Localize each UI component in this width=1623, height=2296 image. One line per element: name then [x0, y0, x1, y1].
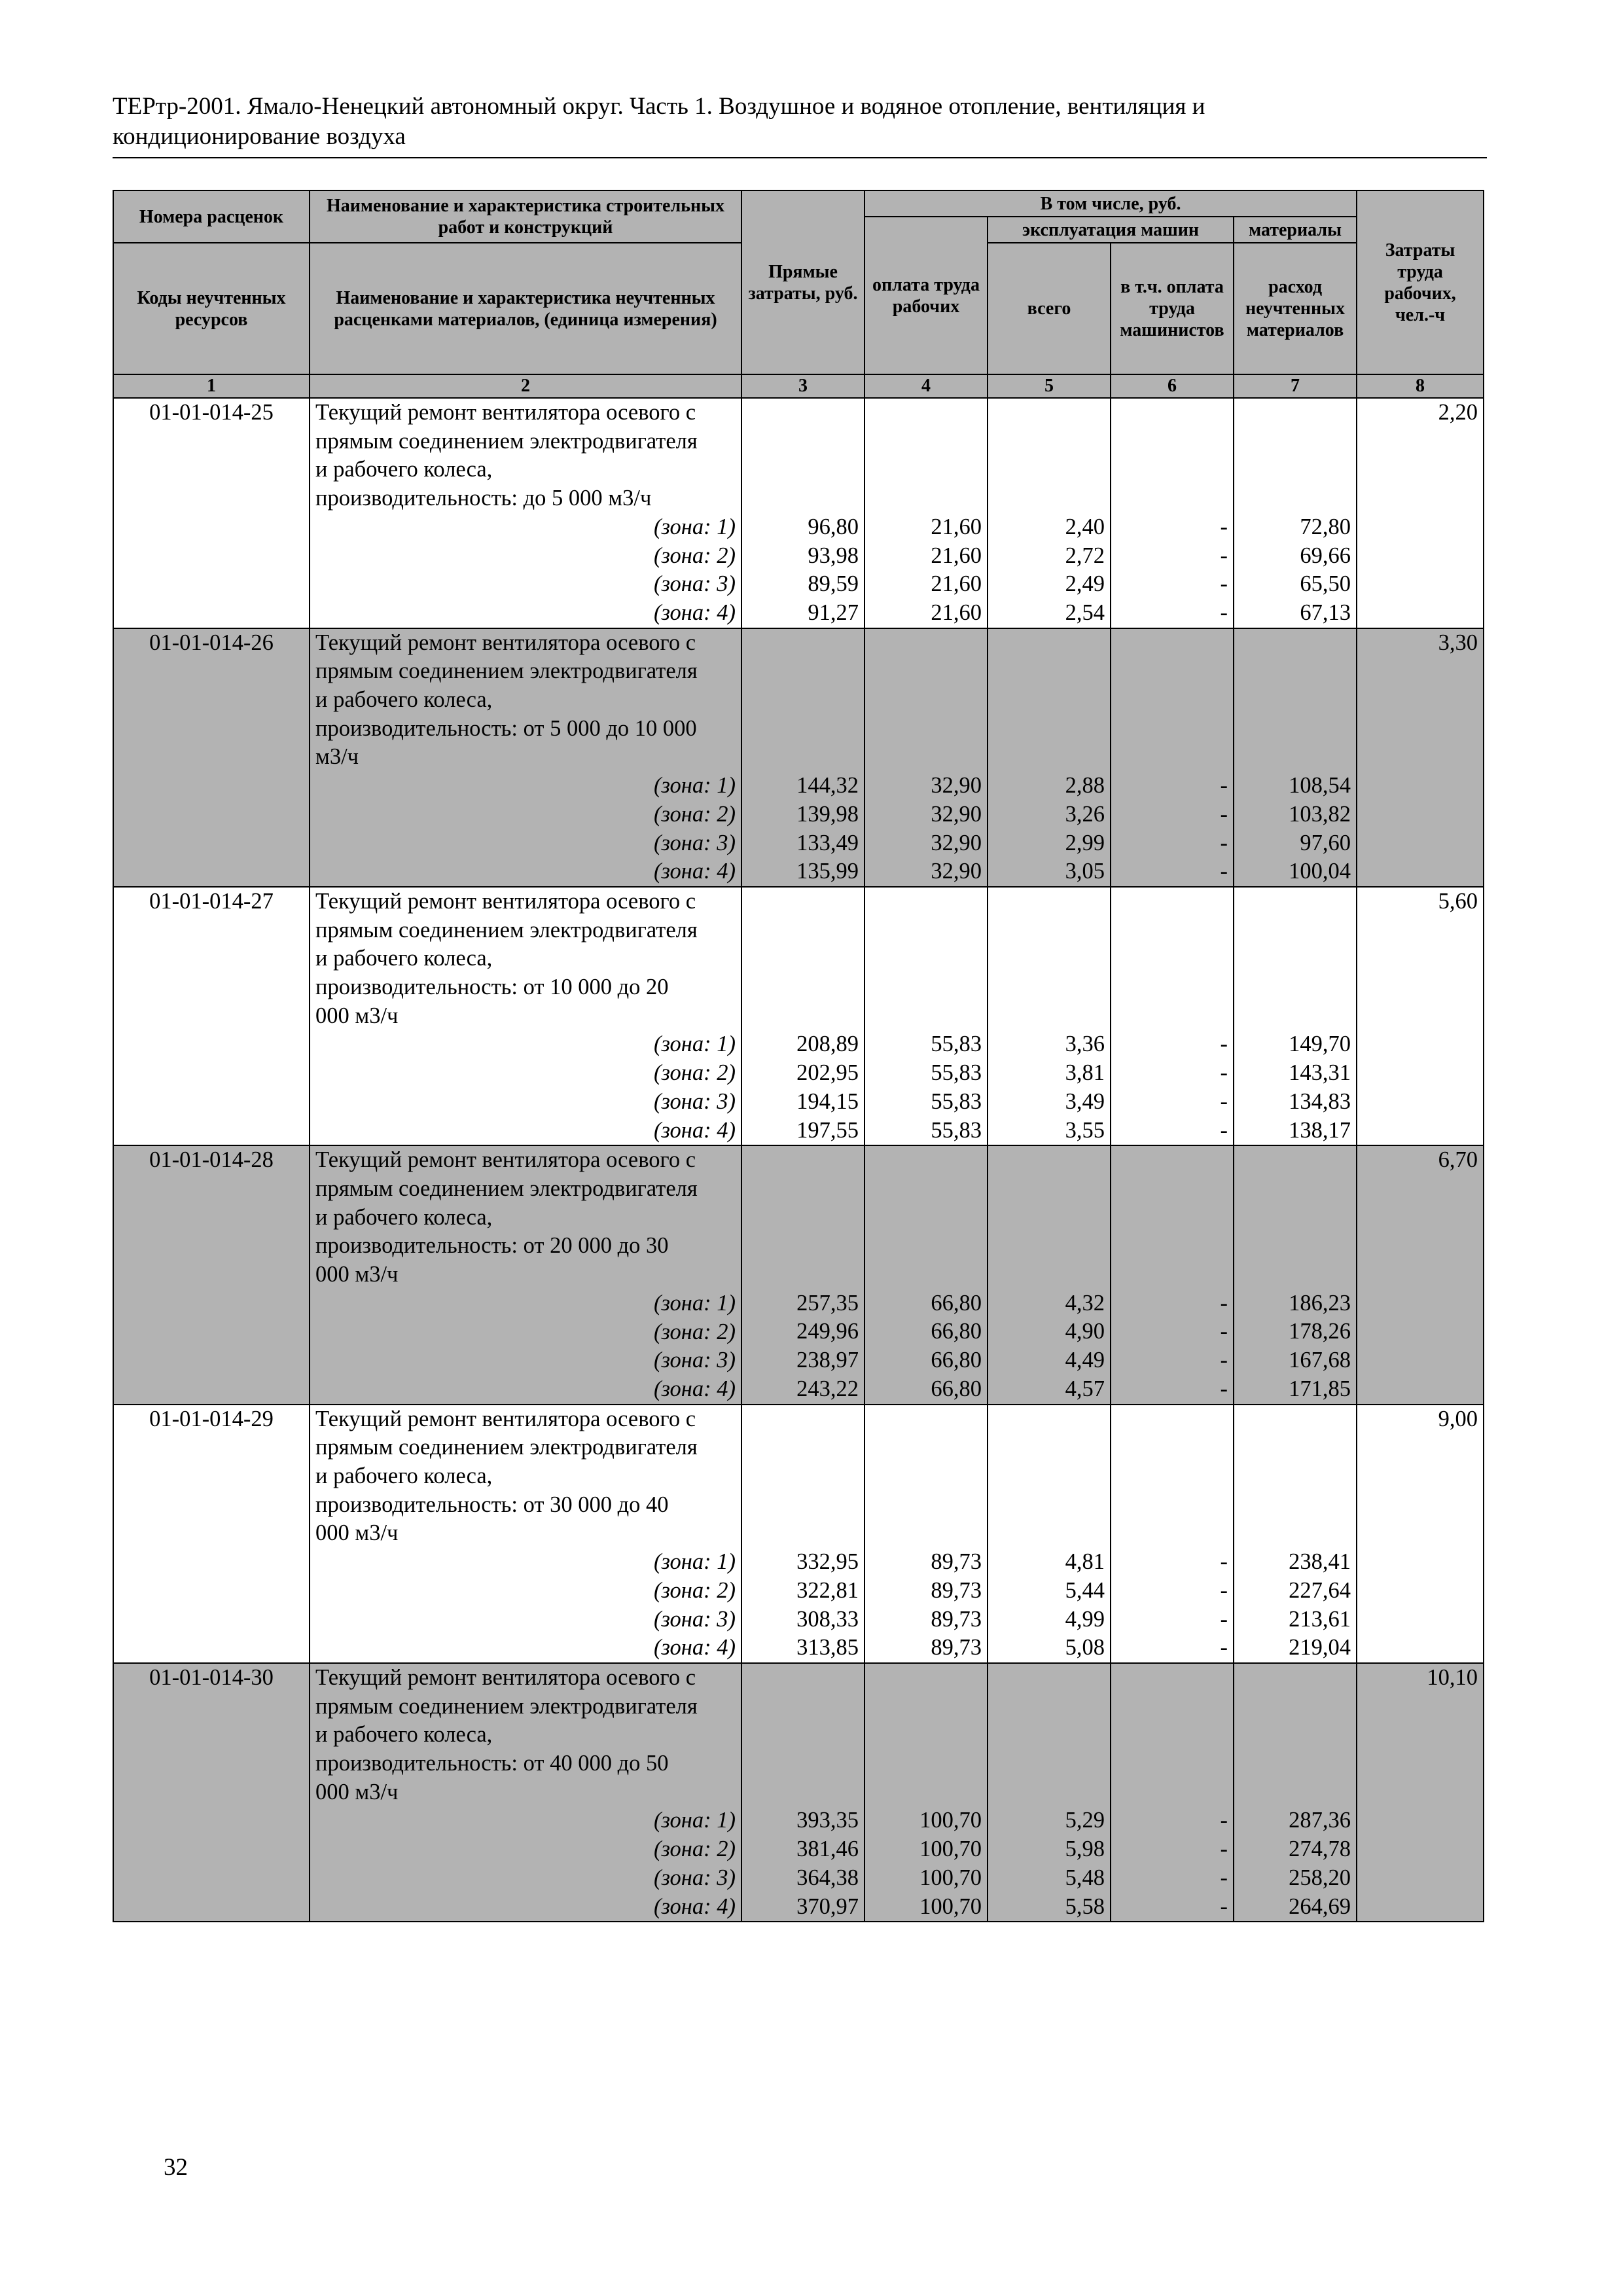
zone-label: (зона: 2) [654, 1577, 736, 1603]
rate-description [310, 1405, 741, 1663]
wages-value: 32,90 [931, 773, 982, 798]
value-wages [865, 1405, 988, 1663]
description-line: Текущий ремонт вентилятора осевого с [315, 888, 696, 914]
description-line: производительность: от 30 000 до 40 [315, 1492, 669, 1517]
zone-label: (зона: 2) [654, 543, 736, 568]
description-line: производительность: до 5 000 м3/ч [315, 486, 652, 511]
col-number: 1 [113, 374, 310, 398]
direct-value: 370,97 [796, 1893, 859, 1919]
materials-value: 171,85 [1289, 1376, 1351, 1401]
zone-label: (зона: 4) [654, 1635, 736, 1660]
value-direct [741, 1405, 865, 1663]
col-number: 4 [865, 374, 988, 398]
description-line: прямым соединением электродвигателя [315, 1693, 698, 1719]
machinists-value: - [1220, 1865, 1228, 1890]
zone-label: (зона: 1) [654, 1808, 736, 1833]
zone-label: (зона: 1) [654, 1031, 736, 1057]
value-machinists [1111, 1405, 1234, 1663]
value-direct [741, 398, 865, 628]
materials-value: 149,70 [1289, 1031, 1351, 1057]
description-line: 000 м3/ч [315, 1520, 399, 1546]
labor-value: 10,10 [1357, 1663, 1484, 1922]
value-machinists [1111, 887, 1234, 1145]
zone-label: (зона: 1) [654, 773, 736, 798]
col-header-unaccounted-materials: расход неучтенных материалов [1234, 243, 1357, 374]
wages-value: 32,90 [931, 801, 982, 827]
rate-row [113, 1145, 1484, 1404]
col-header-machine-op: эксплуатация машин [988, 217, 1234, 243]
rate-description [310, 398, 741, 628]
description-line: Текущий ремонт вентилятора осевого с [315, 400, 696, 425]
materials-value: 65,50 [1300, 571, 1351, 597]
machines-value: 3,49 [1065, 1088, 1105, 1114]
zone-label: (зона: 3) [654, 1088, 736, 1114]
machinists-value: - [1220, 1376, 1228, 1401]
zone-label: (зона: 4) [654, 600, 736, 625]
machines-value: 3,55 [1065, 1117, 1105, 1143]
rate-code: 01-01-014-30 [113, 1663, 310, 1922]
zone-label: (зона: 3) [654, 571, 736, 597]
description-line: Текущий ремонт вентилятора осевого с [315, 630, 696, 655]
col-number: 7 [1234, 374, 1357, 398]
machines-value: 2,54 [1065, 600, 1105, 625]
wages-value: 100,70 [919, 1837, 982, 1862]
rate-description [310, 1663, 741, 1922]
machinists-value: - [1220, 830, 1228, 855]
rate-row [113, 887, 1484, 1145]
machines-value: 4,32 [1065, 1290, 1105, 1316]
rate-code: 01-01-014-26 [113, 628, 310, 887]
header-divider [113, 157, 1487, 158]
direct-value: 89,59 [808, 571, 859, 597]
col-header-name-works: Наименование и характеристика строительных работ и конструкций [310, 190, 741, 243]
value-machinists [1111, 628, 1234, 887]
value-direct [741, 1145, 865, 1404]
wages-value: 100,70 [919, 1808, 982, 1833]
machinists-value: - [1220, 1808, 1228, 1833]
col-header-materials: материалы [1234, 217, 1357, 243]
direct-value: 364,38 [796, 1865, 859, 1890]
col-header-direct-costs: Прямые затраты, руб. [741, 190, 865, 374]
direct-value: 135,99 [796, 859, 859, 884]
rate-description [310, 1145, 741, 1404]
machinists-value: - [1220, 543, 1228, 568]
direct-value: 194,15 [796, 1088, 859, 1114]
col-number: 8 [1357, 374, 1484, 398]
machines-value: 2,72 [1065, 543, 1105, 568]
description-line: 000 м3/ч [315, 1003, 399, 1028]
col-number: 2 [310, 374, 741, 398]
wages-value: 21,60 [931, 571, 982, 597]
description-line: производительность: от 20 000 до 30 [315, 1233, 669, 1259]
col-number: 5 [988, 374, 1111, 398]
labor-value: 5,60 [1357, 887, 1484, 1145]
direct-value: 332,95 [796, 1549, 859, 1575]
col-header-total: всего [988, 243, 1111, 374]
machinists-value: - [1220, 1348, 1228, 1373]
description-line: прямым соединением электродвигателя [315, 917, 698, 942]
wages-value: 89,73 [931, 1549, 982, 1575]
wages-value: 89,73 [931, 1606, 982, 1632]
materials-value: 138,17 [1289, 1117, 1351, 1143]
zone-label: (зона: 4) [654, 859, 736, 884]
page-number: 32 [164, 2154, 188, 2181]
col-header-incl-wages: в т.ч. оплата труда машинистов [1111, 243, 1234, 374]
materials-value: 143,31 [1289, 1060, 1351, 1086]
zone-label: (зона: 1) [654, 514, 736, 539]
machines-value: 5,48 [1065, 1865, 1105, 1890]
value-direct [741, 1663, 865, 1922]
machines-value: 3,36 [1065, 1031, 1105, 1057]
materials-value: 219,04 [1289, 1635, 1351, 1660]
machines-value: 4,81 [1065, 1549, 1105, 1575]
direct-value: 393,35 [796, 1808, 859, 1833]
materials-value: 97,60 [1300, 830, 1351, 855]
rate-row [113, 1405, 1484, 1663]
machines-value: 5,44 [1065, 1577, 1105, 1603]
value-machines [988, 628, 1111, 887]
wages-value: 21,60 [931, 600, 982, 625]
materials-value: 274,78 [1289, 1837, 1351, 1862]
value-wages [865, 398, 988, 628]
rates-table [113, 190, 1484, 1922]
machines-value: 2,88 [1065, 773, 1105, 798]
machines-value: 2,49 [1065, 571, 1105, 597]
materials-value: 72,80 [1300, 514, 1351, 539]
labor-value: 3,30 [1357, 628, 1484, 887]
wages-value: 100,70 [919, 1893, 982, 1919]
rate-row [113, 628, 1484, 887]
rates-body [113, 398, 1484, 1922]
value-machines [988, 887, 1111, 1145]
machinists-value: - [1220, 1060, 1228, 1086]
wages-value: 21,60 [931, 514, 982, 539]
machinists-value: - [1220, 1577, 1228, 1603]
machines-value: 5,98 [1065, 1837, 1105, 1862]
value-wages [865, 887, 988, 1145]
direct-value: 197,55 [796, 1117, 859, 1143]
direct-value: 308,33 [796, 1606, 859, 1632]
col-header-labor: Затраты труда рабочих, чел.-ч [1357, 190, 1484, 374]
materials-value: 134,83 [1289, 1088, 1351, 1114]
description-line: и рабочего колеса, [315, 457, 493, 482]
machines-value: 2,99 [1065, 830, 1105, 855]
header-line-1: ТЕРтр-2001. Ямало-Ненецкий автономный округ. Часть 1. Воздушное и водяное отопление, вентиляция и [113, 93, 1205, 120]
zone-label: (зона: 2) [654, 1837, 736, 1862]
zone-label: (зона: 1) [654, 1549, 736, 1575]
wages-value: 66,80 [931, 1319, 982, 1344]
machines-value: 4,99 [1065, 1606, 1105, 1632]
value-wages [865, 628, 988, 887]
machinists-value: - [1220, 1837, 1228, 1862]
rate-code: 01-01-014-27 [113, 887, 310, 1145]
machines-value: 4,49 [1065, 1348, 1105, 1373]
materials-value: 238,41 [1289, 1549, 1351, 1575]
wages-value: 55,83 [931, 1117, 982, 1143]
description-line: 000 м3/ч [315, 1262, 399, 1287]
materials-value: 108,54 [1289, 773, 1351, 798]
materials-value: 178,26 [1289, 1319, 1351, 1344]
value-materials [1234, 398, 1357, 628]
machinists-value: - [1220, 600, 1228, 625]
description-line: и рабочего колеса, [315, 687, 493, 713]
col-header-wages: оплата труда рабочих [865, 217, 988, 374]
machines-value: 5,58 [1065, 1893, 1105, 1919]
zone-label: (зона: 2) [654, 1060, 736, 1086]
description-line: производительность: от 5 000 до 10 000 [315, 715, 697, 741]
wages-value: 89,73 [931, 1635, 982, 1660]
wages-value: 66,80 [931, 1376, 982, 1401]
value-materials [1234, 628, 1357, 887]
description-line: Текущий ремонт вентилятора осевого с [315, 1406, 696, 1431]
direct-value: 133,49 [796, 830, 859, 855]
col-header-name-materials: Наименование и характеристика неучтенных расценками материалов, (единица измерения) [310, 243, 741, 374]
direct-value: 202,95 [796, 1060, 859, 1086]
value-machinists [1111, 1663, 1234, 1922]
direct-value: 91,27 [808, 600, 859, 625]
materials-value: 100,04 [1289, 859, 1351, 884]
wages-value: 89,73 [931, 1577, 982, 1603]
zone-label: (зона: 3) [654, 830, 736, 855]
machinists-value: - [1220, 514, 1228, 539]
machines-value: 3,81 [1065, 1060, 1105, 1086]
materials-value: 264,69 [1289, 1893, 1351, 1919]
value-direct [741, 628, 865, 887]
labor-value: 9,00 [1357, 1405, 1484, 1663]
wages-value: 55,83 [931, 1060, 982, 1086]
zone-label: (зона: 3) [654, 1348, 736, 1373]
value-machinists [1111, 398, 1234, 628]
zone-label: (зона: 2) [654, 1319, 736, 1344]
col-header-including: В том числе, руб. [865, 190, 1357, 217]
machinists-value: - [1220, 1088, 1228, 1114]
materials-value: 167,68 [1289, 1348, 1351, 1373]
description-line: прямым соединением электродвигателя [315, 1435, 698, 1460]
rate-code: 01-01-014-28 [113, 1145, 310, 1404]
value-wages [865, 1145, 988, 1404]
value-machinists [1111, 1145, 1234, 1404]
direct-value: 238,97 [796, 1348, 859, 1373]
zone-label: (зона: 4) [654, 1893, 736, 1919]
direct-value: 144,32 [796, 773, 859, 798]
direct-value: 257,35 [796, 1290, 859, 1316]
wages-value: 21,60 [931, 543, 982, 568]
direct-value: 249,96 [796, 1319, 859, 1344]
machinists-value: - [1220, 1117, 1228, 1143]
rate-code: 01-01-014-25 [113, 398, 310, 628]
machines-value: 5,08 [1065, 1635, 1105, 1660]
wages-value: 32,90 [931, 859, 982, 884]
zone-label: (зона: 1) [654, 1290, 736, 1316]
description-line: прямым соединением электродвигателя [315, 658, 698, 684]
materials-value: 227,64 [1289, 1577, 1351, 1603]
wages-value: 55,83 [931, 1031, 982, 1057]
materials-value: 103,82 [1289, 801, 1351, 827]
value-materials [1234, 1145, 1357, 1404]
description-line: и рабочего колеса, [315, 1463, 493, 1489]
machines-value: 4,90 [1065, 1319, 1105, 1344]
machines-value: 4,57 [1065, 1376, 1105, 1401]
zone-label: (зона: 4) [654, 1117, 736, 1143]
value-machines [988, 1145, 1111, 1404]
page-header [113, 92, 1487, 152]
col-number: 3 [741, 374, 865, 398]
direct-value: 96,80 [808, 514, 859, 539]
col-header-resource-codes: Коды неучтенных ресурсов [113, 243, 310, 374]
machinists-value: - [1220, 1635, 1228, 1660]
machinists-value: - [1220, 1893, 1228, 1919]
description-line: прямым соединением электродвигателя [315, 428, 698, 454]
labor-value: 6,70 [1357, 1145, 1484, 1404]
value-machines [988, 1405, 1111, 1663]
machines-value: 3,26 [1065, 801, 1105, 827]
machinists-value: - [1220, 1031, 1228, 1057]
wages-value: 66,80 [931, 1348, 982, 1373]
value-direct [741, 887, 865, 1145]
wages-value: 55,83 [931, 1088, 982, 1114]
direct-value: 208,89 [796, 1031, 859, 1057]
description-line: прямым соединением электродвигателя [315, 1175, 698, 1201]
machinists-value: - [1220, 801, 1228, 827]
zone-label: (зона: 3) [654, 1865, 736, 1890]
value-materials [1234, 1405, 1357, 1663]
labor-value: 2,20 [1357, 398, 1484, 628]
machinists-value: - [1220, 1290, 1228, 1316]
description-line: Текущий ремонт вентилятора осевого с [315, 1147, 696, 1173]
value-materials [1234, 887, 1357, 1145]
col-header-rate-numbers: Номера расценок [113, 190, 310, 243]
header-line-2: кондиционирование воздуха [113, 123, 406, 150]
machines-value: 5,29 [1065, 1808, 1105, 1833]
machinists-value: - [1220, 773, 1228, 798]
machines-value: 3,05 [1065, 859, 1105, 884]
zone-label: (зона: 4) [654, 1376, 736, 1401]
description-line: Текущий ремонт вентилятора осевого с [315, 1664, 696, 1690]
description-line: производительность: от 10 000 до 20 [315, 975, 669, 1000]
direct-value: 93,98 [808, 543, 859, 568]
materials-value: 69,66 [1300, 543, 1351, 568]
description-line: 000 м3/ч [315, 1779, 399, 1804]
rate-row [113, 1663, 1484, 1922]
value-machines [988, 1663, 1111, 1922]
materials-value: 67,13 [1300, 600, 1351, 625]
value-machines [988, 398, 1111, 628]
materials-value: 258,20 [1289, 1865, 1351, 1890]
wages-value: 32,90 [931, 830, 982, 855]
materials-value: 287,36 [1289, 1808, 1351, 1833]
wages-value: 100,70 [919, 1865, 982, 1890]
direct-value: 313,85 [796, 1635, 859, 1660]
machines-value: 2,40 [1065, 514, 1105, 539]
direct-value: 139,98 [796, 801, 859, 827]
machinists-value: - [1220, 571, 1228, 597]
direct-value: 381,46 [796, 1837, 859, 1862]
description-line: и рабочего колеса, [315, 1722, 493, 1748]
machinists-value: - [1220, 1549, 1228, 1575]
zone-label: (зона: 3) [654, 1606, 736, 1632]
description-line: производительность: от 40 000 до 50 [315, 1751, 669, 1776]
rate-row [113, 398, 1484, 628]
zone-label: (зона: 2) [654, 801, 736, 827]
materials-value: 213,61 [1289, 1606, 1351, 1632]
description-line: и рабочего колеса, [315, 1204, 493, 1230]
value-wages [865, 1663, 988, 1922]
machinists-value: - [1220, 859, 1228, 884]
rate-description [310, 628, 741, 887]
materials-value: 186,23 [1289, 1290, 1351, 1316]
direct-value: 322,81 [796, 1577, 859, 1603]
description-line: м3/ч [315, 744, 359, 770]
col-number: 6 [1111, 374, 1234, 398]
rate-description [310, 887, 741, 1145]
value-materials [1234, 1663, 1357, 1922]
machinists-value: - [1220, 1319, 1228, 1344]
rate-code: 01-01-014-29 [113, 1405, 310, 1663]
description-line: и рабочего колеса, [315, 946, 493, 971]
machinists-value: - [1220, 1606, 1228, 1632]
direct-value: 243,22 [796, 1376, 859, 1401]
wages-value: 66,80 [931, 1290, 982, 1316]
